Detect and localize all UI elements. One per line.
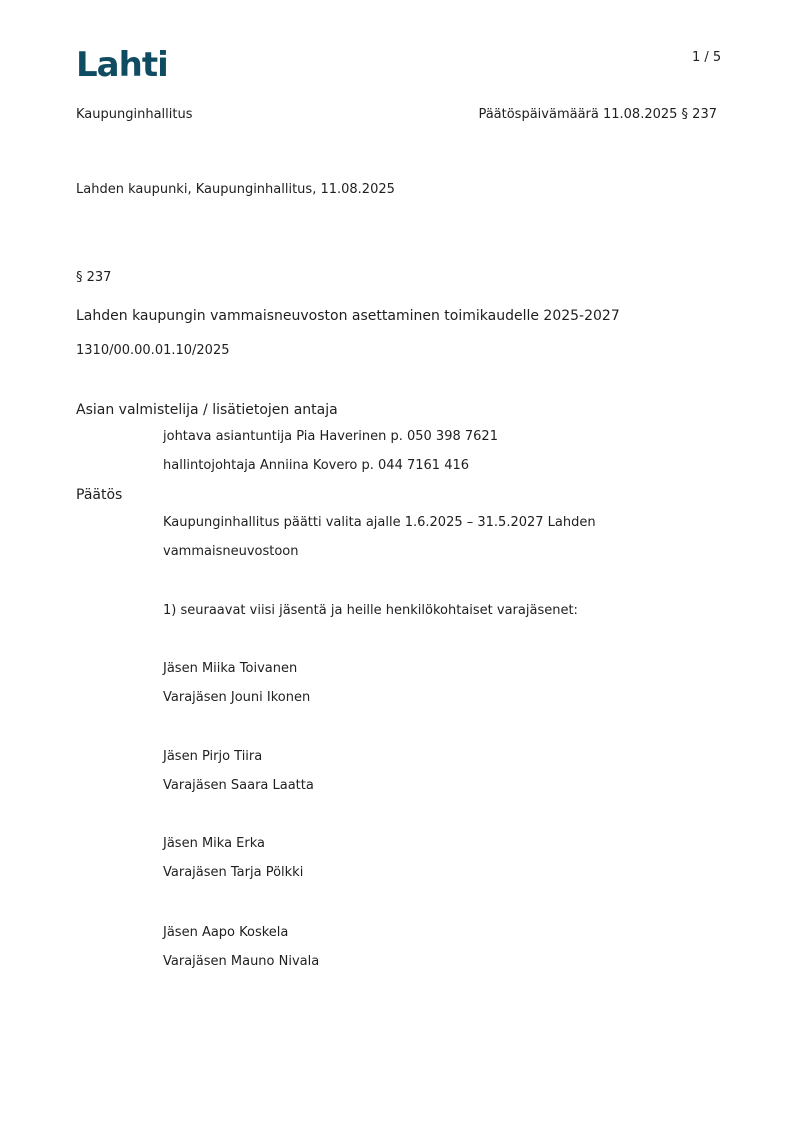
- preparer-item: johtava asiantuntija Pia Haverinen p. 050 398 7621: [163, 429, 498, 444]
- deputy-name: Varajäsen Jouni Ikonen: [163, 690, 311, 705]
- member-name: Jäsen Mika Erka: [163, 836, 265, 851]
- member-name: Jäsen Miika Toivanen: [163, 661, 298, 676]
- decision-date: Päätöspäivämäärä 11.08.2025 § 237: [478, 107, 717, 122]
- decision-intro-line2: vammaisneuvostoon: [163, 544, 299, 559]
- decision-point-1: 1) seuraavat viisi jäsentä ja heille henkilökohtaiset varajäsenet:: [163, 603, 578, 618]
- decision-heading: Päätös: [76, 487, 123, 503]
- logo-text: Lahti: [76, 45, 168, 85]
- preparers-heading: Asian valmistelija / lisätietojen antaja: [76, 402, 338, 418]
- organ-name: Kaupunginhallitus: [76, 107, 193, 122]
- deputy-name: Varajäsen Saara Laatta: [163, 778, 314, 793]
- record-number: 1310/00.00.01.10/2025: [76, 343, 230, 358]
- page-number: 1 / 5: [692, 50, 722, 65]
- lahti-logo: [76, 45, 168, 85]
- deputy-name: Varajäsen Tarja Pölkki: [163, 865, 304, 880]
- deputy-name: Varajäsen Mauno Nivala: [163, 954, 320, 969]
- member-name: Jäsen Aapo Koskela: [163, 925, 289, 940]
- meeting-line: Lahden kaupunki, Kaupunginhallitus, 11.08.2025: [76, 182, 395, 197]
- member-name: Jäsen Pirjo Tiira: [163, 749, 263, 764]
- preparer-item: hallintojohtaja Anniina Kovero p. 044 7161 416: [163, 458, 470, 473]
- paragraph-number: § 237: [76, 270, 112, 285]
- section-title: Lahden kaupungin vammaisneuvoston asettaminen toimikaudelle 2025-2027: [76, 308, 620, 324]
- decision-intro-line1: Kaupunginhallitus päätti valita ajalle 1.6.2025 – 31.5.2027 Lahden: [163, 515, 596, 530]
